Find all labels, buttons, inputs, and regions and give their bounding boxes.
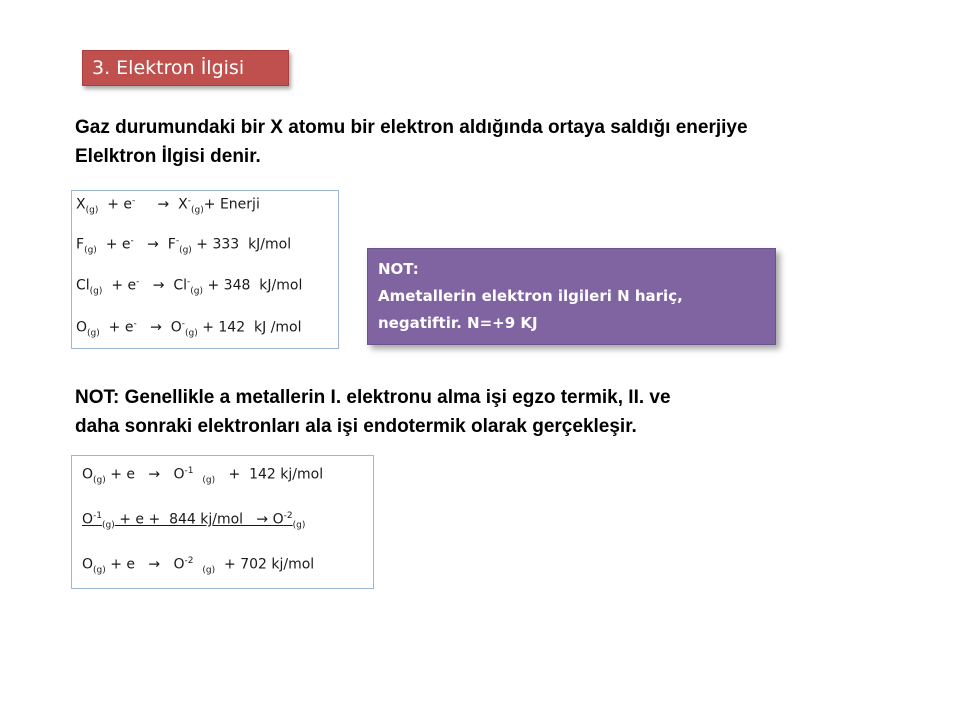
equation-line: $O_{(g)} + e \to O^{-2}$ $_{(g)}$ + 702 kj/mol	[82, 556, 315, 576]
note-text-line-2: daha sonraki elektronları ala işi endotermik olarak gerçekleşir.	[75, 416, 637, 437]
note-line-2: negatiftir. N=+9 KJ	[378, 314, 538, 332]
section-title-box	[82, 50, 289, 86]
section-title: 3. Elektron İlgisi	[92, 57, 245, 79]
intro-text	[75, 113, 895, 171]
equation-line: $O_{(g)} + e^- \to O^-_{(g)} + 142$ kJ /mol	[76, 319, 302, 339]
equation-line: $F_{(g)} + e^- \to F^-_{(g)} + 333$ kJ/mol	[76, 236, 292, 256]
equation-box-1	[71, 190, 339, 349]
equation-line: $Cl_{(g)} + e^- \to Cl^-_{(g)} + 348$ kJ/mol	[76, 277, 303, 297]
note-box	[367, 248, 776, 345]
note-heading: NOT:	[378, 260, 419, 278]
note-text-line-1: NOT: Genellikle a metallerin I. elektronu alma işi egzo termik, II. ve	[75, 387, 671, 408]
intro-line-2: Elelktron İlgisi denir.	[75, 146, 261, 167]
equation-box-2	[71, 455, 374, 589]
note-text	[75, 383, 895, 441]
note-line-1: Ametallerin elektron ilgileri N hariç,	[378, 287, 683, 305]
intro-line-1: Gaz durumundaki bir X atomu bir elektron aldığında ortaya saldığı enerjiye	[75, 117, 748, 138]
equation-line: $O_{(g)} + e \to O^{-1}$ $_{(g)}$ + 142 kj/mol	[82, 466, 324, 486]
equation-line: $X_{(g)} + e^-$ → $X^-_{(g)}+$ Enerji	[76, 196, 260, 216]
equation-line: $O^{-1}_{(g)} + e + 844$ $kj/mol \to O^{-2}_{(g)}$	[82, 511, 306, 531]
